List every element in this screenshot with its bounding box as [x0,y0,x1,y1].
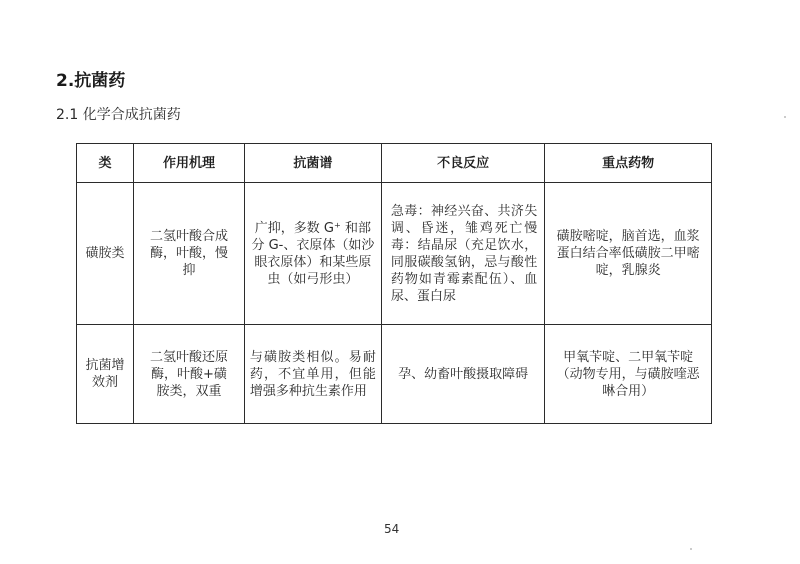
table-header-row [77,144,712,183]
cell-adverse-reactions: 急毒：神经兴奋、共济失调、昏迷，雏鸡死亡慢毒：结晶尿（充足饮水，同服碳酸氢钠，忌与酸性药物如青霉素配伍）、血尿、蛋白尿 [381,183,544,325]
cell-spectrum: 与磺胺类相似。易耐药，不宜单用，但能增强多种抗生素作用 [244,325,381,424]
cell-spectrum: 广抑，多数 G⁺ 和部分 G-、衣原体（如沙眼衣原体）和某些原虫（如弓形虫） [244,183,381,325]
cell-category: 抗菌增效剂 [77,325,134,424]
scan-speck [784,116,786,118]
page-number: 54 [384,522,400,536]
header-spectrum: 抗菌谱 [244,144,381,183]
scan-speck [690,548,692,550]
subsection-title: 2.1 化学合成抗菌药 [56,107,181,123]
header-category: 类 [77,144,134,183]
table-row [77,325,712,424]
header-mechanism: 作用机理 [134,144,245,183]
cell-key-drugs: 磺胺嘧啶，脑首选，血浆蛋白结合率低磺胺二甲嘧啶，乳腺炎 [545,183,712,325]
section-title: 2.抗菌药 [56,71,126,91]
cell-mechanism: 二氢叶酸合成酶，叶酸，慢抑 [134,183,245,325]
header-adverse-reactions: 不良反应 [381,144,544,183]
cell-key-drugs: 甲氧苄啶、二甲氧苄啶（动物专用，与磺胺喹恶啉合用） [545,325,712,424]
cell-mechanism: 二氢叶酸还原酶，叶酸+磺胺类，双重 [134,325,245,424]
cell-adverse-reactions: 孕、幼畜叶酸摄取障碍 [381,325,544,424]
antibacterial-drug-table [76,143,712,424]
table-row [77,183,712,325]
cell-category: 磺胺类 [77,183,134,325]
header-key-drugs: 重点药物 [545,144,712,183]
